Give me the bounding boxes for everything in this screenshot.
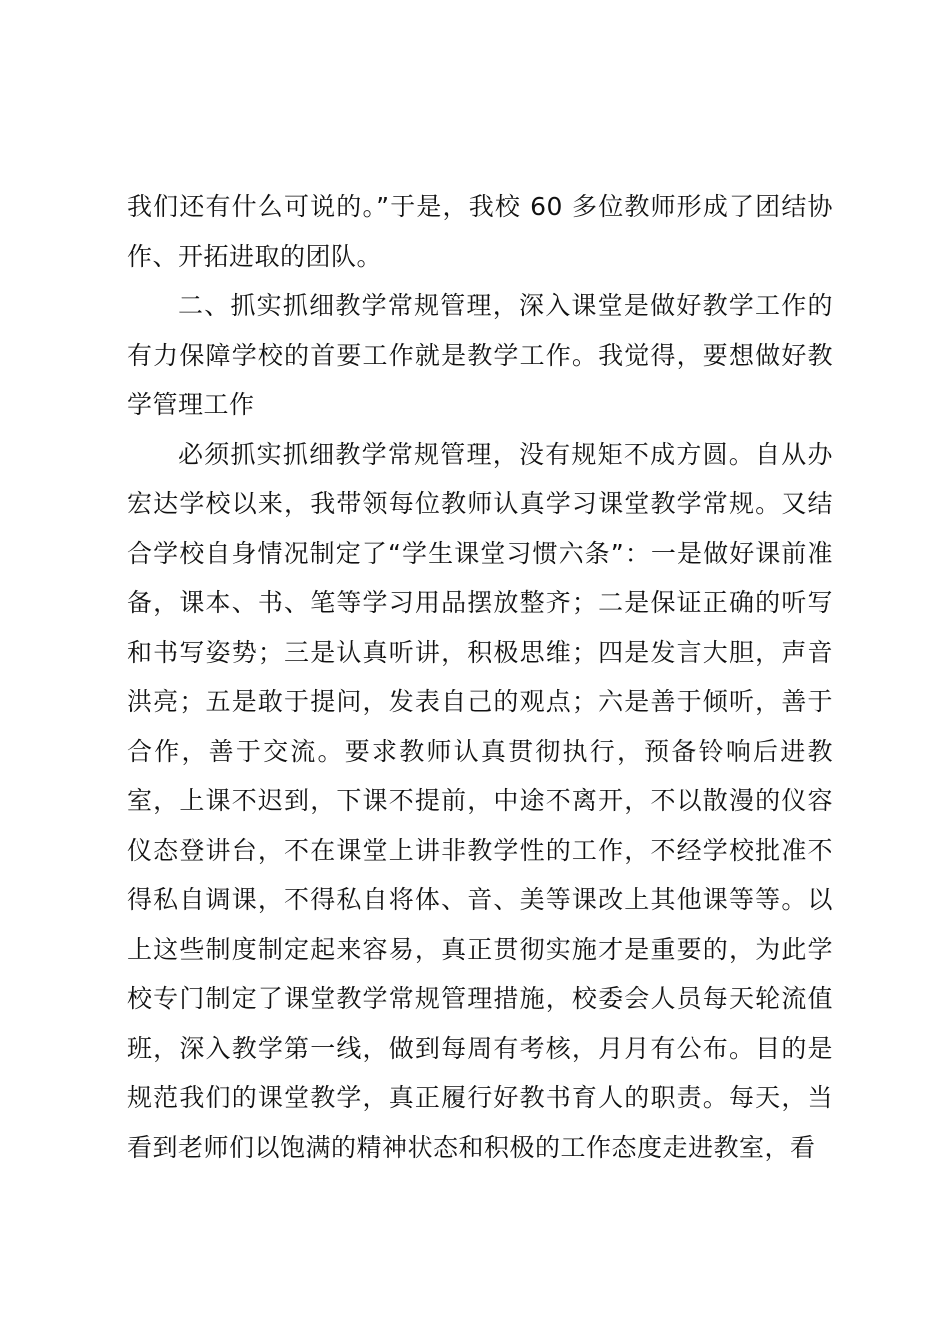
- document-body: [127, 182, 833, 1172]
- paragraph-teaching-routine: 必须抓实抓细教学常规管理，没有规矩不成方圆。自从办宏达学校以来，我带领每位教师认真学习课堂教学常规。又结合学校自身情况制定了“学生课堂习惯六条”：一是做好课前准备，课本、书、笔等学习用品摆放整齐；二是保证正确的听写和书写姿势；三是认真听讲，积极思维；四是发言大胆，声音洪亮；五是敢于提问，发表自己的观点；六是善于倾听，善于合作，善于交流。要求教师认真贯彻执行，预备铃响后进教室，上课不迟到，下课不提前，中途不离开，不以散漫的仪容仪态登讲台，不在课堂上讲非教学性的工作，不经学校批准不得私自调课，不得私自将体、音、美等课改上其他课等等。以上这些制度制定起来容易，真正贯彻实施才是重要的，为此学校专门制定了课堂教学常规管理措施，校委会人员每天轮流值班，深入教学第一线，做到每周有考核，月月有公布。目的是规范我们的课堂教学，真正履行好教书育人的职责。每天，当看到老师们以饱满的精神状态和积极的工作态度走进教室，看: [127, 439, 833, 1162]
- paragraph-continuation: 我们还有什么可说的。”于是，我校 60 多位教师形成了团结协作、开拓进取的团队。: [127, 192, 833, 271]
- paragraph-section-two: 二、抓实抓细教学常规管理，深入课堂是做好教学工作的有力保障学校的首要工作就是教学工作。我觉得，要想做好教学管理工作: [127, 291, 833, 419]
